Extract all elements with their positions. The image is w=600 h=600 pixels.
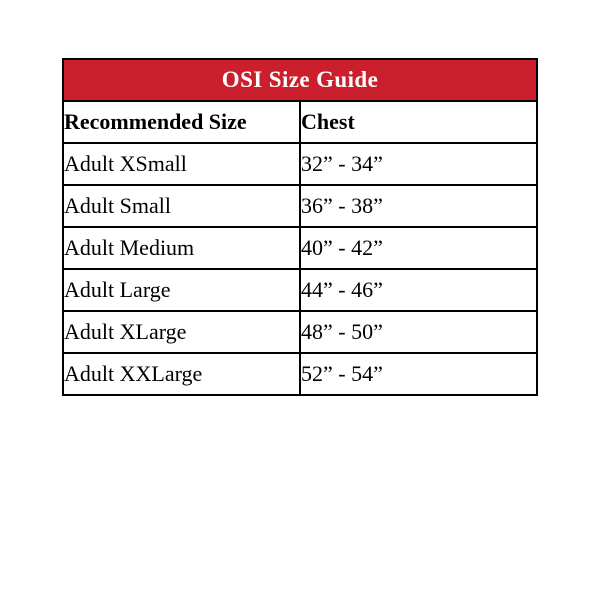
cell-size: Adult Medium (63, 227, 300, 269)
table-row (63, 353, 537, 395)
cell-size: Adult XSmall (63, 143, 300, 185)
column-header-recommended-size: Recommended Size (63, 101, 300, 143)
cell-size: Adult Small (63, 185, 300, 227)
table-header-row (63, 101, 537, 143)
cell-size: Adult XXLarge (63, 353, 300, 395)
cell-chest: 48” - 50” (300, 311, 537, 353)
cell-chest: 40” - 42” (300, 227, 537, 269)
table-title-row (63, 59, 537, 101)
table-row (63, 269, 537, 311)
cell-size: Adult XLarge (63, 311, 300, 353)
table-title: OSI Size Guide (63, 59, 537, 101)
table-row (63, 311, 537, 353)
table-row (63, 185, 537, 227)
column-header-chest: Chest (300, 101, 537, 143)
table-row (63, 227, 537, 269)
size-guide-table (62, 58, 538, 396)
cell-chest: 52” - 54” (300, 353, 537, 395)
cell-chest: 44” - 46” (300, 269, 537, 311)
cell-size: Adult Large (63, 269, 300, 311)
table-row (63, 143, 537, 185)
cell-chest: 36” - 38” (300, 185, 537, 227)
cell-chest: 32” - 34” (300, 143, 537, 185)
